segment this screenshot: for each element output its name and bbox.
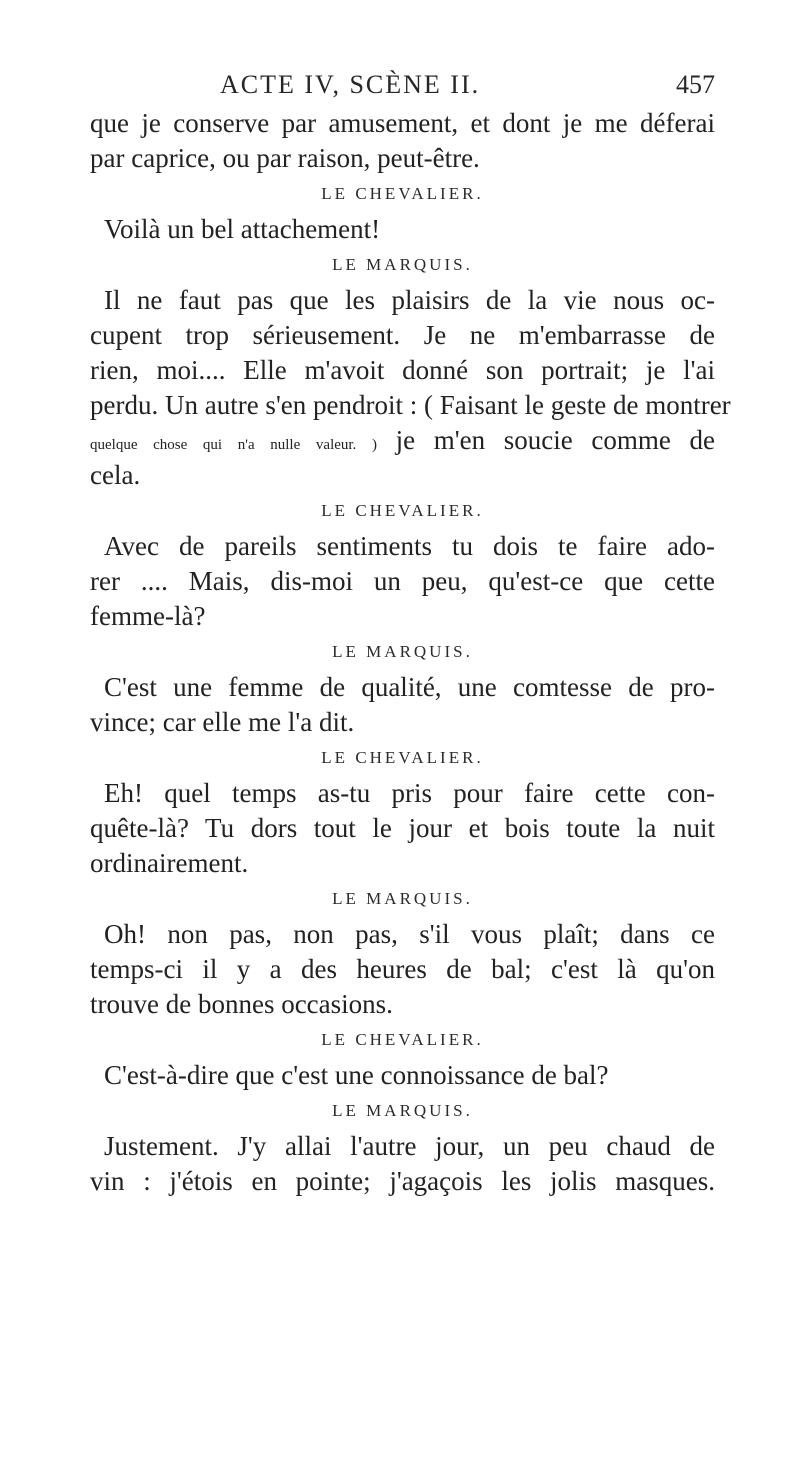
text-line: Eh! quel temps as-tu pris pour faire cette con- (104, 778, 715, 808)
text-line: rien, moi.... Elle m'avoit donné son portrait; je l'ai (90, 355, 715, 385)
body-text (90, 106, 731, 1199)
text-line: trouve de bonnes occasions. (90, 989, 393, 1019)
text-line: quête-là? Tu dors tout le jour et bois toute la nuit (90, 813, 715, 843)
text-line: que je conserve par amusement, et dont je me déferai (90, 108, 715, 138)
text-line: Justement. J'y allai l'autre jour, un peu chaud de (104, 1131, 715, 1161)
speaker-name: LE MARQUIS. (332, 1101, 473, 1120)
text-line: ordinairement. (90, 848, 249, 878)
stage-direction: quelque chose qui n'a nulle valeur. ) (90, 437, 377, 453)
text-line: vin : j'étois en pointe; j'agaçois les jolis masques. (90, 1166, 715, 1196)
speaker-name: LE MARQUIS. (332, 889, 473, 908)
text-line: C'est-à-dire que c'est une connoissance de bal? (104, 1060, 609, 1090)
text-line: cupent trop sérieusement. Je ne m'embarrasse de (90, 320, 715, 350)
text-line: perdu. Un autre s'en pendroit : ( Faisant le geste de montrer (90, 390, 731, 420)
speaker-name: LE CHEVALIER. (321, 1030, 484, 1049)
text-line: par caprice, ou par raison, peut-être. (90, 143, 480, 173)
speaker-name: LE CHEVALIER. (321, 501, 484, 520)
text-line: vince; car elle me l'a dit. (90, 707, 355, 737)
page-header (220, 70, 715, 110)
speaker-name: LE MARQUIS. (332, 255, 473, 274)
speaker-name: LE CHEVALIER. (321, 184, 484, 203)
text-line (90, 423, 715, 458)
page-number: 457 (676, 70, 715, 99)
text-line: femme-là? (90, 601, 206, 631)
text-line: C'est une femme de qualité, une comtesse de pro- (104, 672, 715, 702)
text-fragment: je m'en soucie comme de (376, 425, 715, 455)
speaker-name: LE CHEVALIER. (321, 748, 484, 767)
text-line: cela. (90, 460, 141, 490)
running-title: ACTE IV, SCÈNE II. (220, 70, 481, 99)
text-line: rer .... Mais, dis-moi un peu, qu'est-ce que cette (90, 566, 715, 596)
text-line: Oh! non pas, non pas, s'il vous plaît; dans ce (104, 919, 715, 949)
text-line: Voilà un bel attachement! (104, 214, 381, 244)
text-line: Il ne faut pas que les plaisirs de la vie nous oc- (104, 285, 715, 315)
speaker-name: LE MARQUIS. (332, 642, 473, 661)
text-line: temps-ci il y a des heures de bal; c'est là qu'on (90, 954, 715, 984)
text-line: Avec de pareils sentiments tu dois te faire ado- (104, 531, 715, 561)
